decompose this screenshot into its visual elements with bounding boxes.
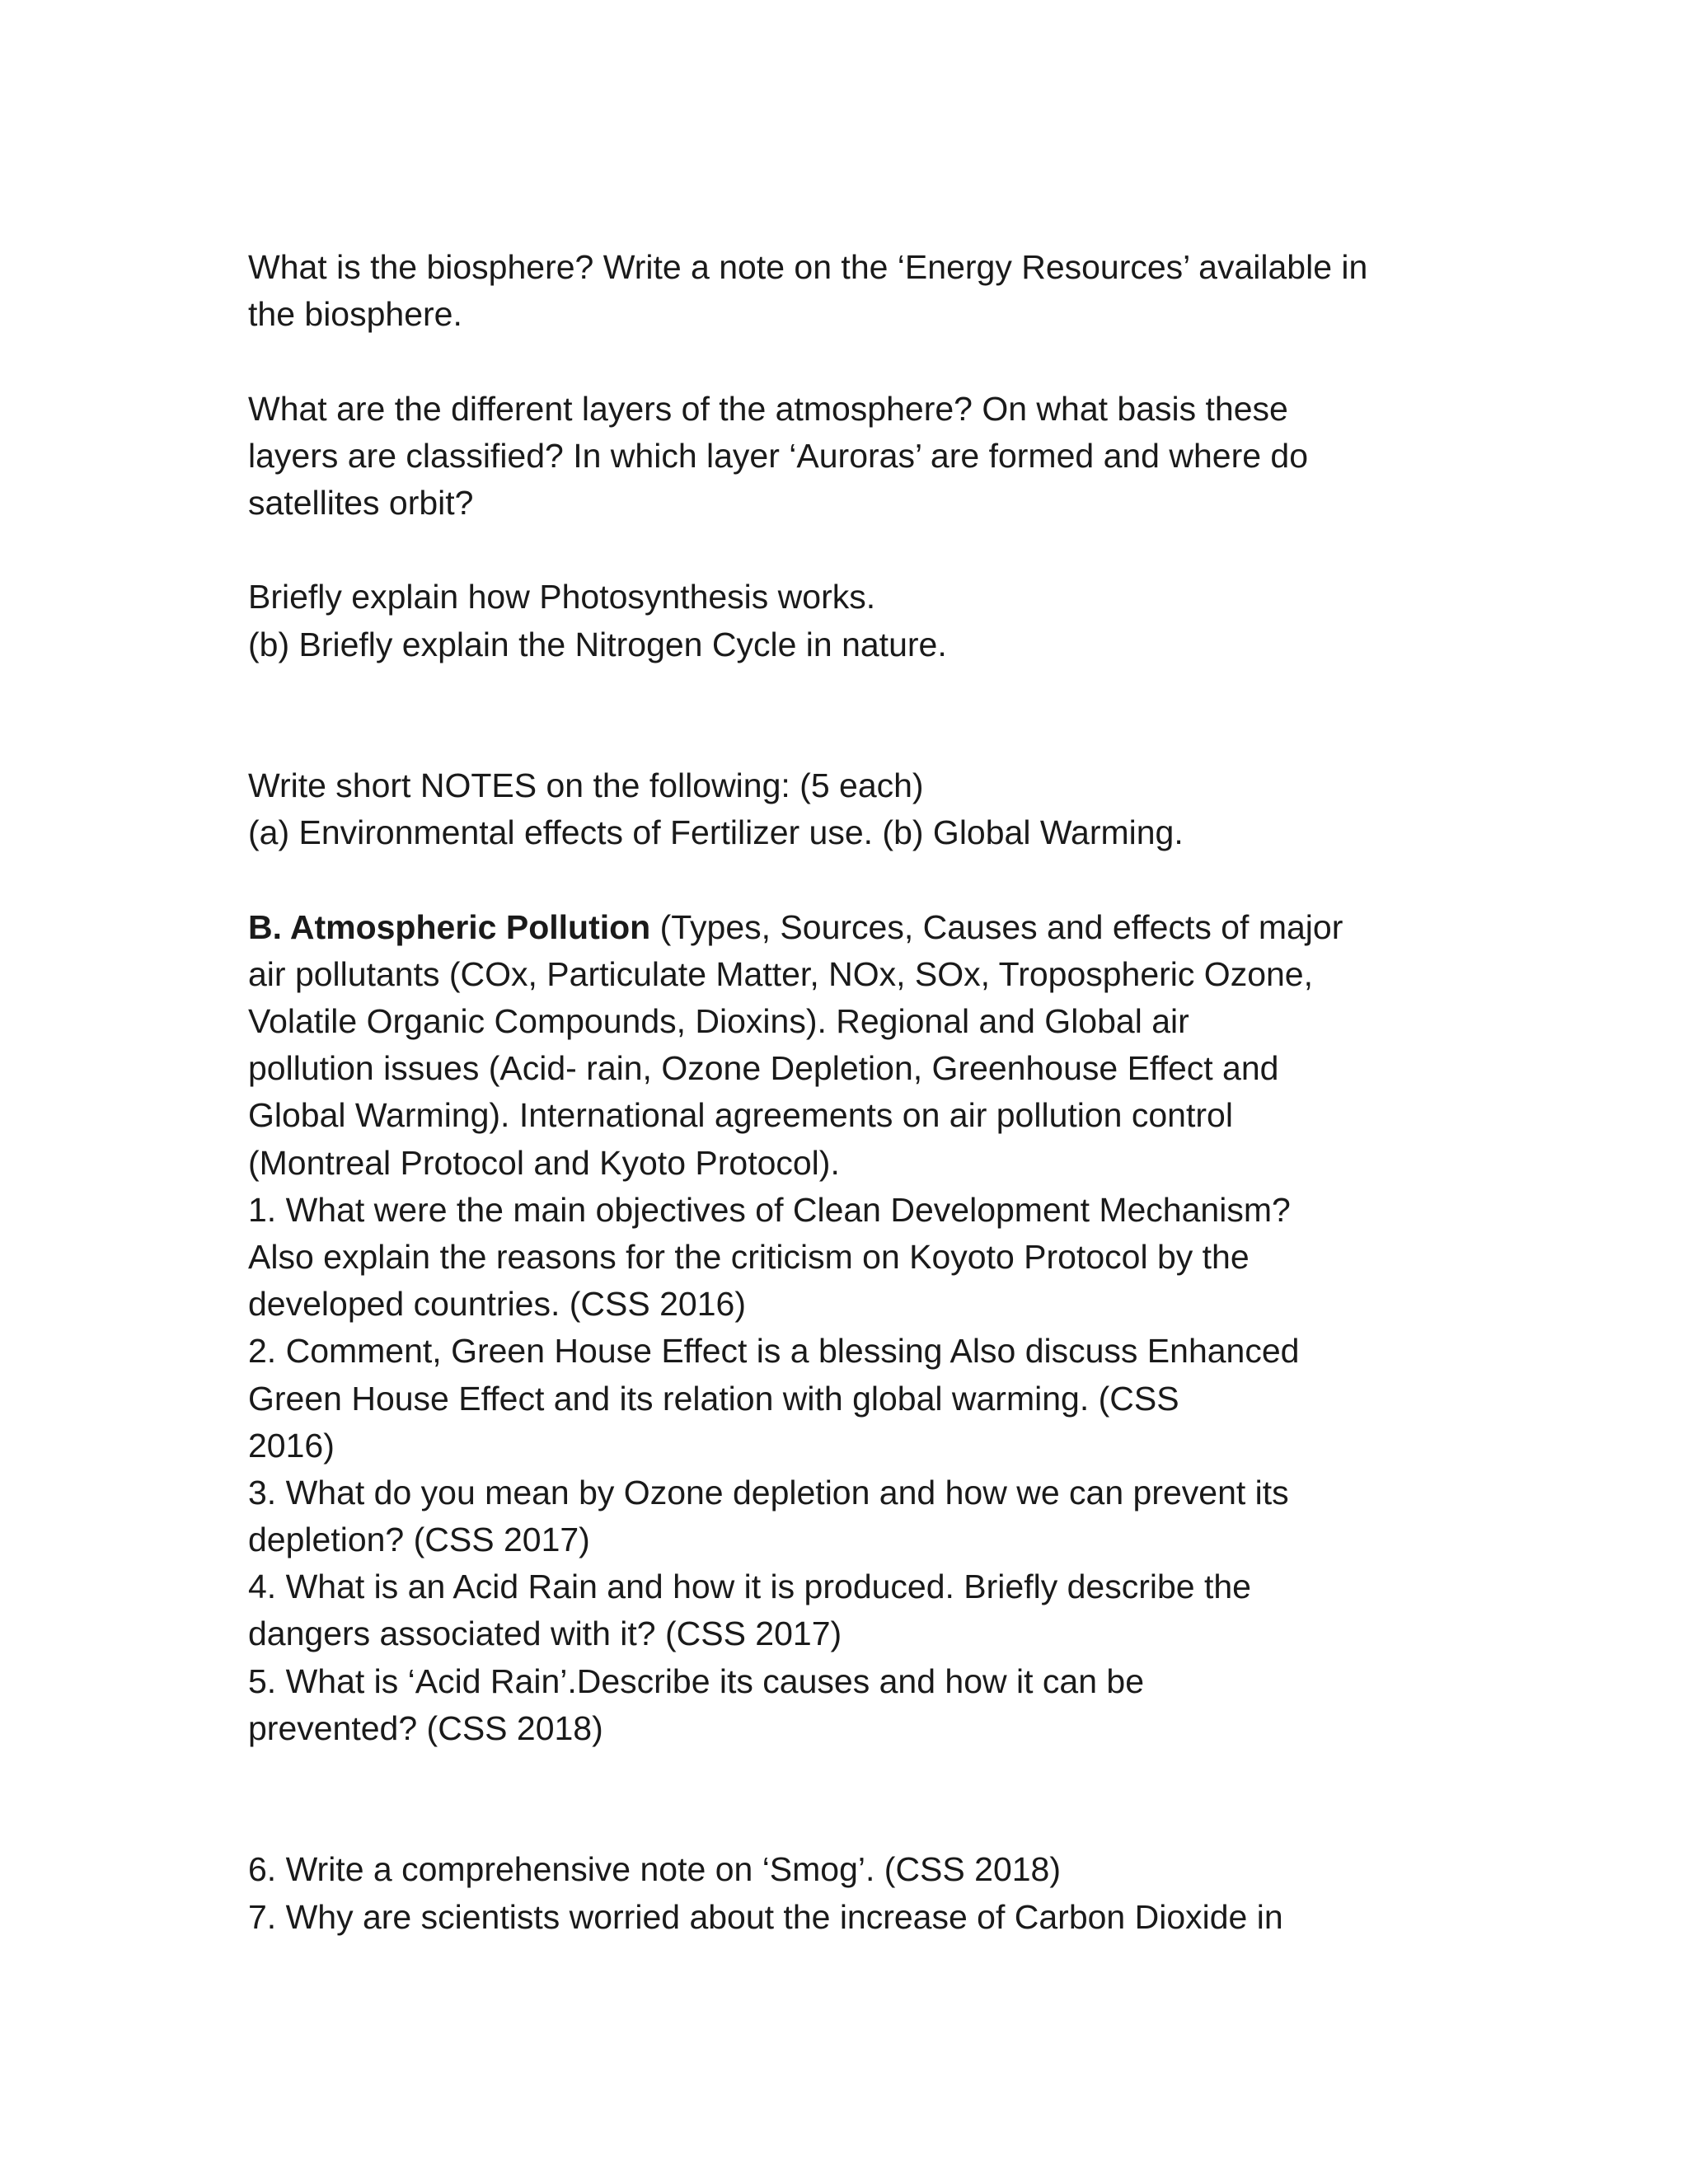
question-2-line-1: What are the different layers of the atmosphere? On what basis these (248, 389, 1288, 428)
question-2-line-3: satellites orbit? (248, 483, 474, 522)
section-b-question-7: 7. Why are scientists worried about the increase of Carbon Dioxide in (248, 1897, 1283, 1936)
section-b-line: 2. Comment, Green House Effect is a blessing Also discuss Enhanced (248, 1332, 1300, 1371)
paragraph-gap (248, 856, 1451, 903)
section-b-line: Green House Effect and its relation with global warming. (CSS (248, 1379, 1179, 1418)
section-b-line: 5. What is ‘Acid Rain’.Describe its causes and how it can be (248, 1661, 1145, 1700)
question-3-line-2: (b) Briefly explain the Nitrogen Cycle in nature. (248, 625, 947, 663)
question-1-line-1: What is the biosphere? Write a note on the ‘Energy Resources’ available in (248, 248, 1368, 286)
section-b-line: Global Warming). International agreements on air pollution control (248, 1096, 1233, 1135)
question-2-line-2: layers are classified? In which layer ‘Auroras’ are formed and where do (248, 436, 1309, 475)
section-b-line: depletion? (CSS 2017) (248, 1521, 590, 1559)
section-b-line: prevented? (CSS 2018) (248, 1708, 603, 1747)
section-b-line: air pollutants (COx, Particulate Matter, NOx, SOx, Tropospheric Ozone, (248, 954, 1314, 993)
section-b-line: Also explain the reasons for the criticism on Koyoto Protocol by the (248, 1237, 1250, 1276)
section-b-line: 1. What were the main objectives of Clean Development Mechanism? (248, 1190, 1291, 1229)
question-4-line-1: Write short NOTES on the following: (5 each) (248, 766, 924, 805)
question-4-line-2: (a) Environmental effects of Fertilizer use. (b) Global Warming. (248, 813, 1184, 852)
section-b-heading-line (248, 904, 1451, 951)
paragraph-gap (248, 338, 1451, 385)
section-b-line: Volatile Organic Compounds, Dioxins). Regional and Global air (248, 1002, 1189, 1041)
section-b-line: dangers associated with it? (CSS 2017) (248, 1615, 842, 1653)
section-b-line: developed countries. (CSS 2016) (248, 1285, 746, 1324)
section-b-line: 2016) (248, 1426, 335, 1465)
paragraph-gap (248, 1752, 1451, 1846)
section-b-line: (Montreal Protocol and Kyoto Protocol). (248, 1143, 840, 1182)
section-b-line: 3. What do you mean by Ozone depletion and how we can prevent its (248, 1473, 1289, 1511)
paragraph-gap (248, 668, 1451, 762)
section-b-line: pollution issues (Acid- rain, Ozone Depletion, Greenhouse Effect and (248, 1049, 1279, 1088)
question-3-line-1: Briefly explain how Photosynthesis works. (248, 578, 876, 616)
section-b-heading: B. Atmospheric Pollution (248, 907, 651, 946)
section-b-question-6: 6. Write a comprehensive note on ‘Smog’. (CSS 2018) (248, 1850, 1062, 1889)
document-body (248, 244, 1451, 1941)
paragraph-gap (248, 527, 1451, 574)
section-b-heading-rest: (Types, Sources, Causes and effects of major (650, 907, 1343, 946)
question-1-line-2: the biosphere. (248, 295, 462, 334)
section-b-line: 4. What is an Acid Rain and how it is produced. Briefly describe the (248, 1568, 1251, 1606)
